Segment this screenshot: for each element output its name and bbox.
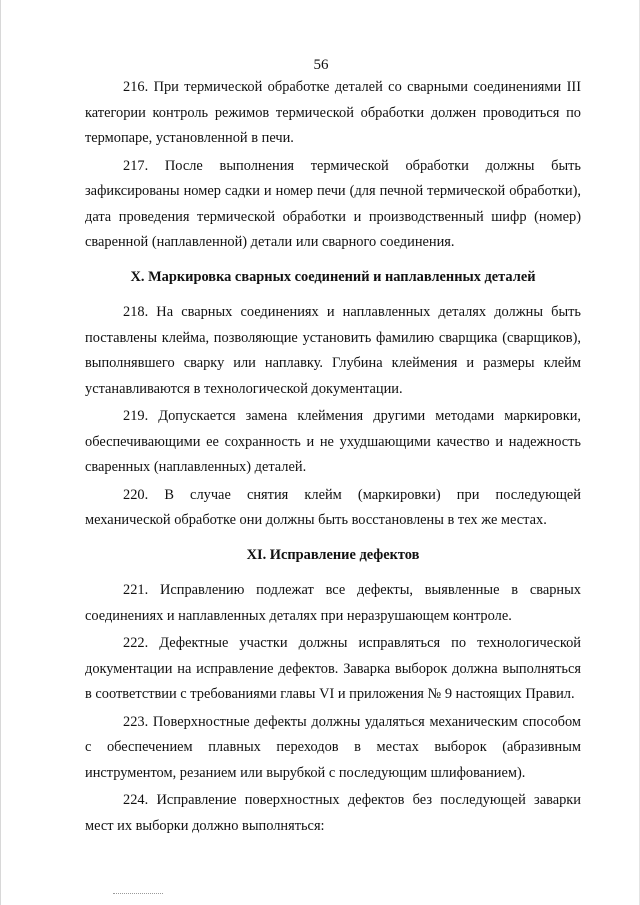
paragraph-222: 222. Дефектные участки должны исправляться по технологической документации на исправление дефектов. Заварка выборок должна выполняться в соответствии с требованиями главы VI и приложения № 9 настоящих Правил.: [85, 635, 581, 702]
paragraph-223: 223. Поверхностные дефекты должны удаляться механическим способом с обеспечением плавных переходов в местах выборок (абразивным инструментом, резанием или вырубкой с последующим шлифованием).: [85, 713, 581, 781]
page-number: 56: [313, 57, 329, 73]
paragraph-218: 218. На сварных соединениях и наплавленных деталях должны быть поставлены клейма, позволяющие установить фамилию сварщика (сварщиков), выполнявшего сварку или наплавку. Глубина клеймения и размеры клейм устанавливаются в технологической документации.: [85, 304, 581, 397]
paragraph-224: 224. Исправление поверхностных дефектов без последующей заварки мест их выборки должно выполняться:: [85, 792, 581, 834]
paragraph-219: 219. Допускается замена клеймения другими методами маркировки, обеспечивающими ее сохранность и не ухудшающими качество и надежность сваренных (наплавленных) деталей.: [85, 408, 581, 475]
scan-artifact-line: [113, 893, 163, 895]
paragraph-220: 220. В случае снятия клейм (маркировки) при последующей механической обработке они должны быть восстановлены в тех же местах.: [85, 486, 581, 528]
section-heading-defects: XI. Исправление дефектов: [246, 546, 420, 563]
paragraph-217: 217. После выполнения термической обработки должны быть зафиксированы номер садки и номер печи (для печной термической обработки), дата проведения термической обработки и производственный шифр (номер) сваренной (наплавленной) детали или сварного соединения.: [85, 157, 581, 250]
paragraph-216: 216. При термической обработке деталей со сварными соединениями III категории контроль режимов термической обработки должен проводиться по термопаре, установленной в печи.: [85, 79, 581, 146]
document-body: [85, 75, 581, 839]
paragraph-221: 221. Исправлению подлежат все дефекты, выявленные в сварных соединениях и наплавленных деталях при неразрушающем контроле.: [85, 582, 581, 624]
section-heading-marking: X. Маркировка сварных соединений и наплавленных деталей: [130, 268, 536, 285]
